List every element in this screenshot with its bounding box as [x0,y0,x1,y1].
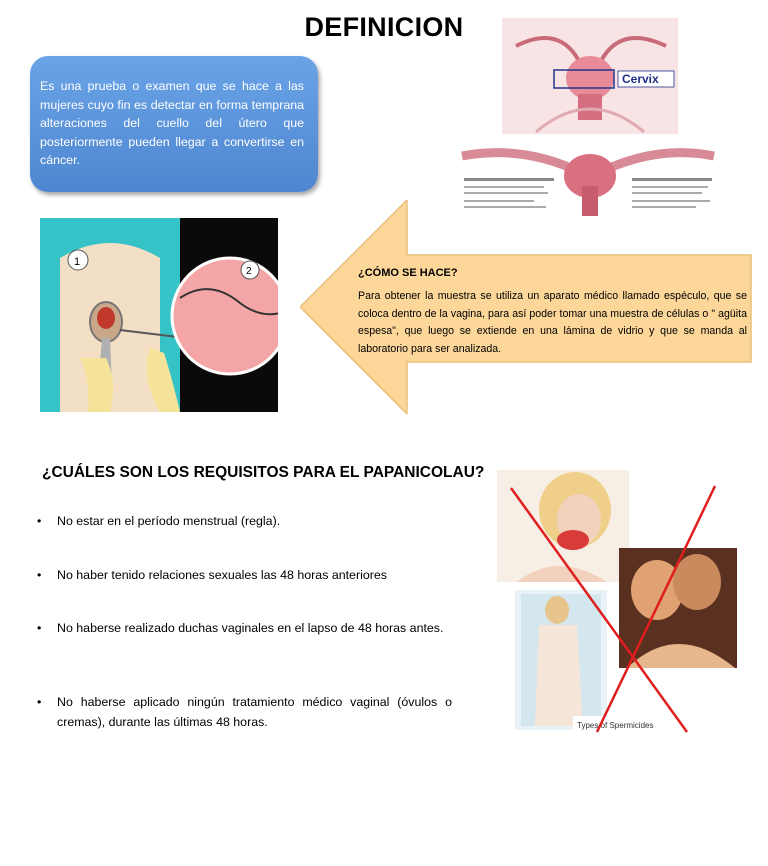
page-title: DEFINICION [304,12,464,42]
cervix-label: Cervix [622,72,659,86]
step-1-label: 1 [74,256,81,268]
cervix-anatomy-image [456,16,720,221]
definition-text: Es una prueba o examen que se hace a las mujeres cuyo fin es detectar en forma temprana alteraciones del cuello del útero que posteriormente pueden llegar a convertirse en cáncer. [40,79,304,167]
bullet-icon: • [37,695,42,709]
list-item: • No estar en el período menstrual (regla). [37,511,452,531]
photo-caption: Types of Spermicides [577,721,654,730]
prohibited-photos-collage [497,470,755,735]
bullet-icon: • [37,621,42,635]
list-item: • No haberse aplicado ningún tratamiento médico vaginal (óvulos o cremas), durante las últimas 48 horas. [37,692,452,732]
bullet-icon: • [37,514,42,528]
list-item: • No haberse realizado duchas vaginales en el lapso de 48 horas antes. [37,618,452,638]
step-2-label: 2 [246,266,252,277]
requirements-title: ¿CUÁLES SON LOS REQUISITOS PARA EL PAPANICOLAU? [42,464,485,481]
bullet-icon: • [37,568,42,582]
how-text: Para obtener la muestra se utiliza un aparato médico llamado espéculo, que se coloca dentro de la vagina, para así poder tomar una muestra de células o " agüita espesa", que luego se extiende en una lámina de vidrio y que se manda al laboratorio para ser analizada. [358,290,747,355]
list-item: • No haber tenido relaciones sexuales las 48 horas anteriores [37,565,452,585]
how-title: ¿CÓMO SE HACE? [358,267,458,279]
speculum-procedure-image [40,218,278,412]
